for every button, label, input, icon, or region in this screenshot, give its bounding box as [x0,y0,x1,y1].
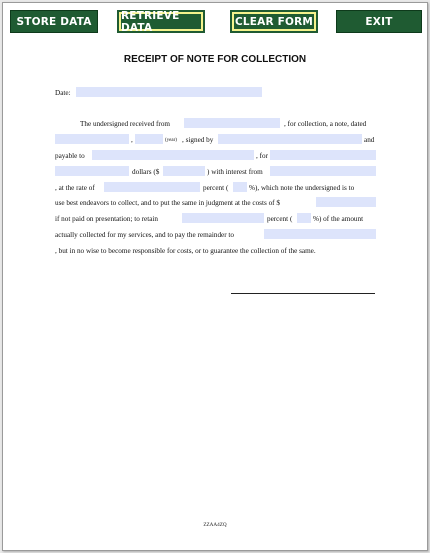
interest-from-field[interactable] [270,166,376,176]
payable-to-field[interactable] [92,150,254,160]
page-title: RECEIPT OF NOTE FOR COLLECTION [123,54,307,65]
retrieve-data-label: RETRIEVE DATA [121,14,201,29]
year-field[interactable] [135,134,163,144]
comma-label: , [131,136,133,144]
footer-code: ZZAA4ZQ [203,522,227,528]
date-label: Date: [55,89,71,97]
costs-field[interactable] [316,197,376,207]
year-label: (year) [165,138,177,143]
for-label: , for [256,152,268,160]
remainder-to-field[interactable] [264,229,376,239]
signed-by-field[interactable] [218,134,362,144]
received-from-field[interactable] [184,118,280,128]
rate-of-label: , at the rate of [55,184,95,192]
clear-form-button[interactable] [230,10,318,33]
best-endeavors-label: use best endeavors to collect, and to put the same in judgment at the costs of $ [55,199,280,207]
note-undersigned-label: %), which note the undersigned is to [249,184,355,192]
retain-percent-label: percent ( [267,215,293,223]
dollars-label: dollars ($ [132,168,160,176]
dollars-amount-field[interactable] [163,166,205,176]
for-collection-label: , for collection, a note, dated [284,120,367,128]
exit-button[interactable]: EXIT [336,10,422,33]
remainder-label: actually collected for my services, and to pay the remainder to [55,231,235,239]
payable-to-label: payable to [55,152,85,160]
date-field[interactable] [76,87,262,97]
rate-percent-field[interactable] [233,182,247,192]
and-label: and [364,136,375,144]
retain-percent-field[interactable] [297,213,311,223]
retain-label: if not paid on presentation; to retain [55,215,158,223]
percent-label: percent ( [203,184,229,192]
note-date-field[interactable] [55,134,129,144]
responsibility-label: , but in no wise to become responsible for costs, or to guarantee the collection of the same. [55,247,316,255]
retain-words-field[interactable] [182,213,264,223]
store-data-button[interactable]: STORE DATA [10,10,98,33]
signature-line [231,293,375,294]
received-from-label: The undersigned received from [80,120,171,128]
interest-from-label: ) with interest from [207,168,263,176]
document-page [2,2,428,551]
for-amount-field[interactable] [270,150,376,160]
signed-by-label: , signed by [182,136,214,144]
amount-label: %) of the amount [313,215,364,223]
retrieve-data-button[interactable] [117,10,205,33]
rate-words-field[interactable] [104,182,200,192]
clear-form-label: CLEAR FORM [234,15,314,28]
dollars-words-field[interactable] [55,166,129,176]
